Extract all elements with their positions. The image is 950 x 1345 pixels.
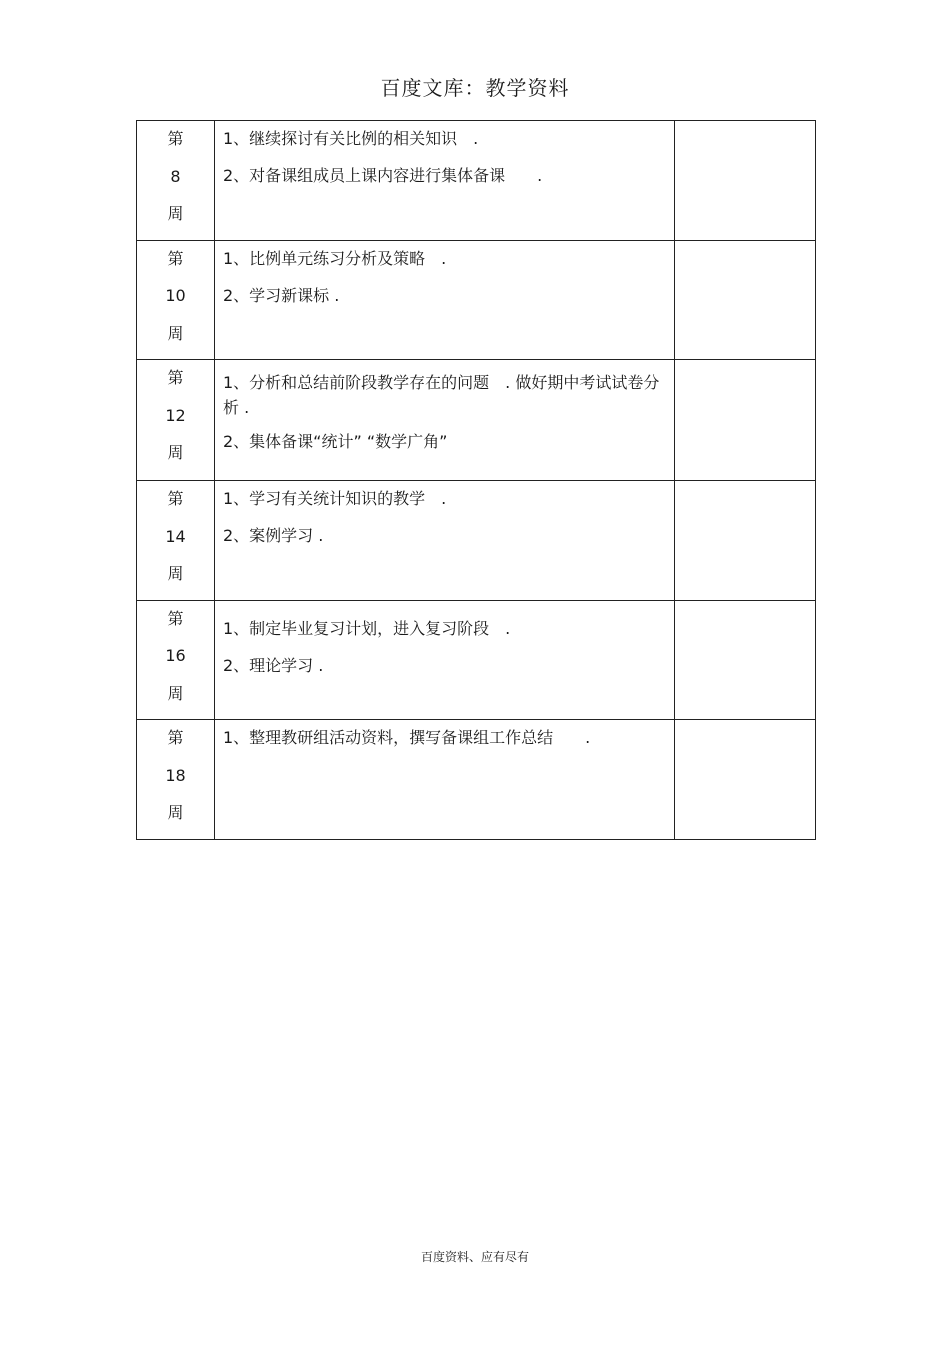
week-suffix: 周	[167, 564, 184, 583]
content-cell	[215, 720, 675, 840]
list-item: 1、比例单元练习分析及策略 .	[223, 248, 447, 268]
week-cell	[137, 240, 215, 360]
week-prefix: 第	[167, 248, 184, 268]
week-cell	[137, 720, 215, 840]
table-row	[137, 600, 816, 720]
week-cell	[137, 481, 215, 601]
week-number: 8	[170, 166, 181, 186]
week-cell	[137, 600, 215, 720]
week-prefix: 第	[167, 129, 184, 148]
list-item: 1、学习有关统计知识的教学 .	[223, 489, 447, 508]
content-cell	[215, 121, 675, 241]
week-prefix: 第	[167, 608, 184, 628]
week-number: 16	[165, 646, 186, 665]
note-cell	[675, 240, 816, 360]
table-row	[137, 121, 816, 241]
content-cell	[215, 360, 675, 481]
list-item: 2、对备课组成员上课内容进行集体备课 .	[223, 166, 543, 185]
note-cell	[675, 600, 816, 720]
week-prefix: 第	[167, 368, 184, 387]
week-prefix: 第	[167, 489, 184, 508]
week-suffix: 周	[167, 803, 184, 822]
note-cell	[675, 720, 816, 840]
week-cell	[137, 121, 215, 241]
note-cell	[675, 360, 816, 481]
list-item: 1、制定毕业复习计划，进入复习阶段 .	[223, 618, 511, 638]
page-footer: 百度资料、应有尽有	[420, 1250, 529, 1264]
list-item: 2、案例学习 .	[223, 526, 324, 545]
table-row	[137, 240, 816, 360]
content-cell	[215, 481, 675, 601]
week-suffix: 周	[167, 683, 184, 703]
week-number: 18	[165, 765, 186, 785]
week-cell	[137, 360, 215, 481]
week-suffix: 周	[167, 323, 184, 343]
list-item: 1、整理教研组活动资料，撰写备课组工作总结 .	[223, 728, 591, 747]
table-row	[137, 720, 816, 840]
week-number: 12	[165, 405, 186, 425]
list-item: 1、分析和总结前阶段教学存在的问题 . 做好期中考试试卷分析 .	[223, 373, 660, 417]
week-prefix: 第	[167, 728, 184, 747]
content-cell	[215, 240, 675, 360]
week-suffix: 周	[167, 443, 184, 462]
table-row	[137, 360, 816, 481]
note-cell	[675, 121, 816, 241]
list-item: 2、学习新课标 .	[223, 285, 340, 305]
content-cell	[215, 600, 675, 720]
week-suffix: 周	[167, 204, 184, 223]
list-item: 2、集体备课“统计” “数学广角”	[223, 432, 448, 451]
schedule-table	[136, 120, 816, 840]
week-number: 10	[165, 286, 186, 305]
list-item: 2、理论学习 .	[223, 655, 324, 675]
list-item: 1、继续探讨有关比例的相关知识 .	[223, 129, 479, 148]
table-row	[137, 481, 816, 601]
note-cell	[675, 481, 816, 601]
page-title: 百度文库：教学资料	[380, 76, 570, 100]
week-number: 14	[165, 526, 186, 546]
